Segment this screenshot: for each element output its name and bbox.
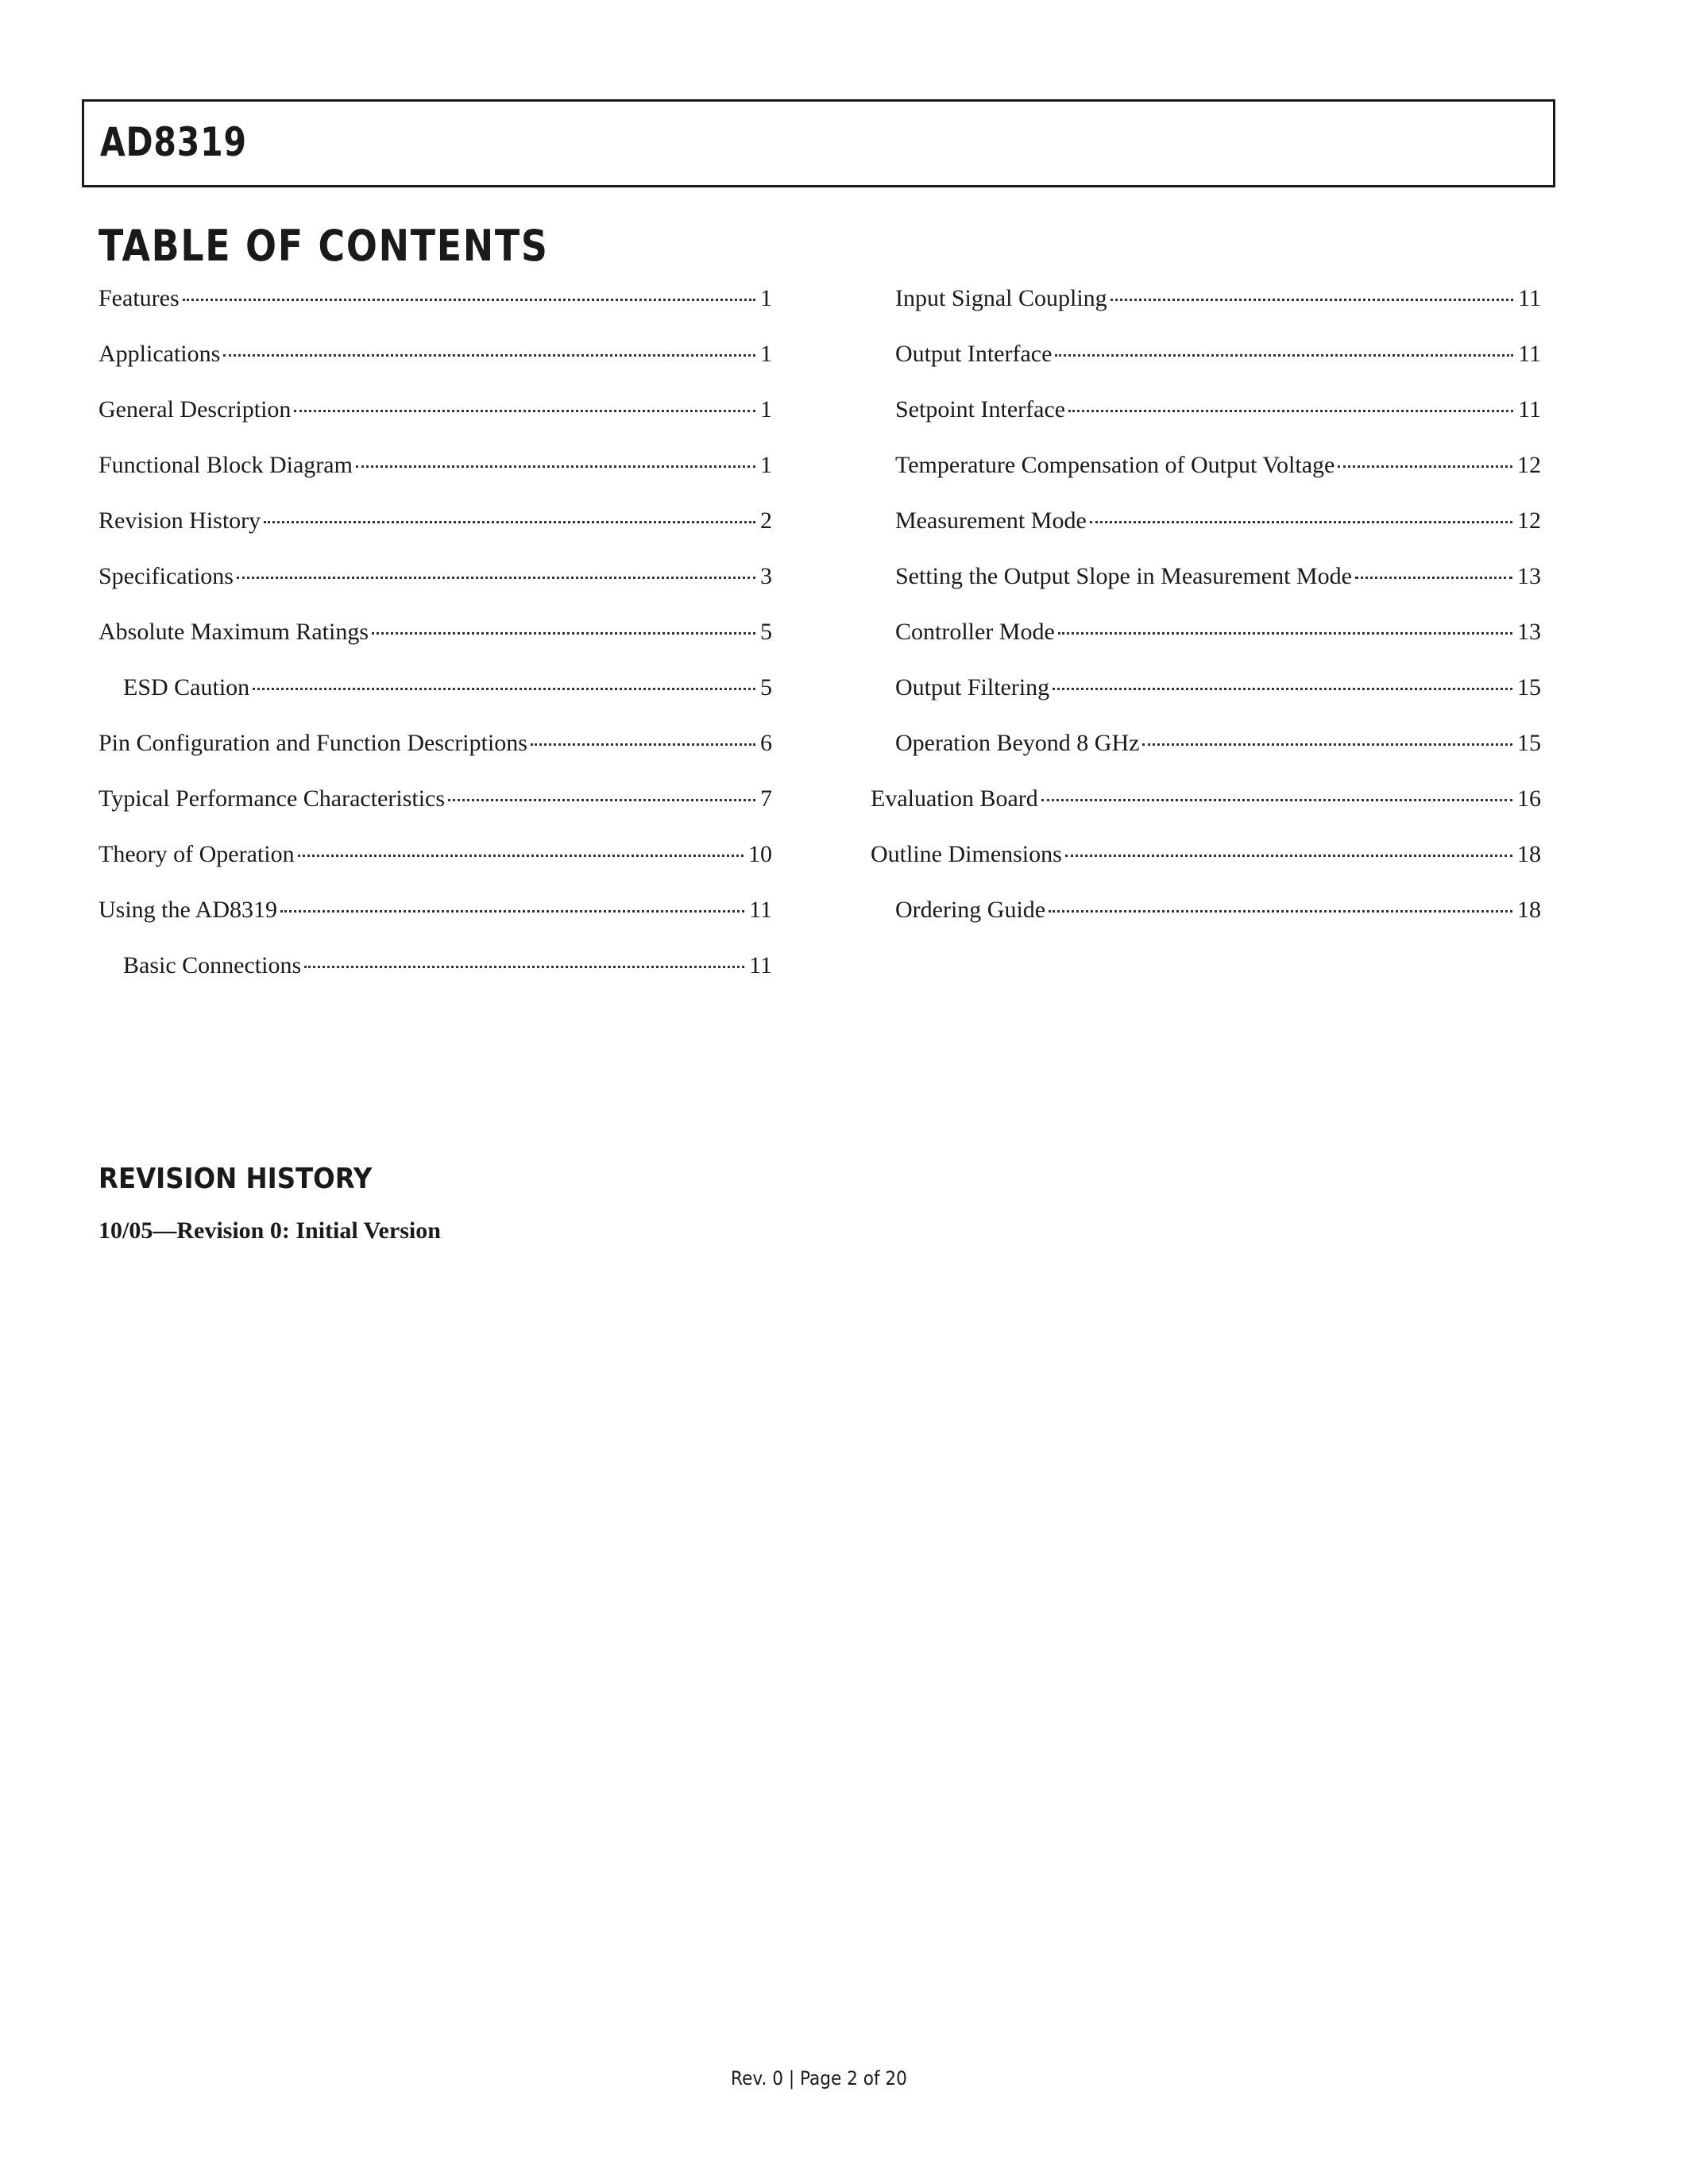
toc-leader-dots	[356, 465, 755, 468]
toc-entry-label: Theory of Operation	[98, 841, 295, 867]
toc-entry[interactable]	[98, 505, 772, 561]
toc-leader-dots	[1041, 799, 1512, 801]
toc-leader-dots	[1090, 521, 1512, 523]
toc-entry-label: General Description	[98, 396, 292, 423]
toc-entry[interactable]	[98, 338, 772, 394]
part-number: AD8319	[100, 119, 247, 165]
toc-entry-page: 18	[1517, 841, 1541, 867]
toc-leader-dots	[1053, 688, 1512, 690]
toc-entry-label: Basic Connections	[123, 952, 302, 978]
toc-entry[interactable]	[98, 950, 772, 1005]
toc-left-column	[98, 283, 772, 1005]
toc-entry-label: Output Interface	[895, 341, 1053, 367]
toc-entry-page: 13	[1517, 619, 1541, 645]
header-box	[82, 99, 1555, 187]
toc-entry-page: 11	[1518, 285, 1541, 311]
toc-entry-page: 3	[760, 563, 772, 589]
toc-entry[interactable]	[871, 783, 1541, 839]
toc-entry-label: Outline Dimensions	[871, 841, 1062, 867]
toc-entry-label: Specifications	[98, 563, 234, 589]
toc-entry-label: Applications	[98, 341, 221, 367]
toc-leader-dots	[294, 410, 755, 412]
toc-entry[interactable]	[871, 394, 1541, 450]
toc-leader-dots	[183, 299, 755, 301]
toc-entry-label: Input Signal Coupling	[895, 285, 1107, 311]
toc-leader-dots	[531, 743, 755, 746]
toc-entry-label: Ordering Guide	[895, 897, 1046, 923]
toc-entry-label: Typical Performance Characteristics	[98, 785, 446, 812]
toc-leader-dots	[372, 632, 755, 635]
toc-entry[interactable]	[98, 394, 772, 450]
toc-entry[interactable]	[98, 561, 772, 616]
toc-entry-page: 13	[1517, 563, 1541, 589]
toc-entry[interactable]	[871, 283, 1541, 338]
toc-entry[interactable]	[871, 894, 1541, 950]
toc-title: TABLE OF CONTENTS	[98, 221, 549, 271]
toc-entry-label: Pin Configuration and Function Descriptions	[98, 730, 527, 756]
toc-leader-dots	[1049, 910, 1512, 913]
toc-entry-label: Using the AD8319	[98, 897, 277, 923]
toc-entry-label: Evaluation Board	[871, 785, 1038, 812]
toc-entry-label: Absolute Maximum Ratings	[98, 619, 369, 645]
toc-entry[interactable]	[98, 727, 772, 783]
toc-entry[interactable]	[98, 616, 772, 672]
toc-entry-label: Temperature Compensation of Output Voltage	[895, 452, 1335, 478]
toc-leader-dots	[304, 966, 744, 968]
toc-entry-page: 12	[1517, 452, 1541, 478]
toc-leader-dots	[253, 688, 755, 690]
toc-entry-page: 15	[1517, 730, 1541, 756]
toc-leader-dots	[264, 521, 755, 523]
toc-entry-page: 1	[760, 285, 772, 311]
toc-entry[interactable]	[871, 839, 1541, 894]
toc-entry-page: 5	[760, 619, 772, 645]
toc-entry-page: 16	[1517, 785, 1541, 812]
toc-leader-dots	[1065, 855, 1512, 857]
toc-entry-page: 11	[1518, 396, 1541, 423]
toc-entry-page: 1	[760, 341, 772, 367]
toc-leader-dots	[448, 799, 755, 801]
toc-leader-dots	[1111, 299, 1513, 301]
toc-entry-label: ESD Caution	[123, 674, 250, 700]
toc-entry-page: 5	[760, 674, 772, 700]
toc-entry-page: 12	[1517, 507, 1541, 534]
toc-entry-label: Features	[98, 285, 180, 311]
toc-entry[interactable]	[98, 283, 772, 338]
toc-leader-dots	[1338, 465, 1512, 468]
revision-entry: 10/05—Revision 0: Initial Version	[98, 1217, 441, 1244]
toc-entry-page: 2	[760, 507, 772, 534]
toc-entry[interactable]	[871, 505, 1541, 561]
toc-entry[interactable]	[98, 783, 772, 839]
toc-leader-dots	[1355, 577, 1512, 579]
toc-entry[interactable]	[871, 727, 1541, 783]
toc-entry-page: 6	[760, 730, 772, 756]
toc-entry[interactable]	[98, 450, 772, 505]
toc-entry-page: 1	[760, 452, 772, 478]
toc-entry-label: Setpoint Interface	[895, 396, 1066, 423]
toc-entry-label: Functional Block Diagram	[98, 452, 353, 478]
toc-entry-page: 11	[749, 952, 772, 978]
toc-entry[interactable]	[98, 839, 772, 894]
toc-entry[interactable]	[871, 561, 1541, 616]
toc-entry-label: Operation Beyond 8 GHz	[895, 730, 1140, 756]
revision-history-heading: REVISION HISTORY	[98, 1163, 373, 1195]
toc-entry-page: 10	[748, 841, 772, 867]
page-footer: Rev. 0 | Page 2 of 20	[731, 2067, 907, 2089]
toc-leader-dots	[280, 910, 744, 913]
toc-leader-dots	[1142, 743, 1512, 746]
toc-leader-dots	[1068, 410, 1513, 412]
toc-entry[interactable]	[871, 338, 1541, 394]
toc-entry-page: 11	[1518, 341, 1541, 367]
toc-entry-label: Measurement Mode	[895, 507, 1087, 534]
toc-entry-label: Output Filtering	[895, 674, 1050, 700]
toc-entry[interactable]	[98, 894, 772, 950]
toc-leader-dots	[298, 855, 744, 857]
toc-right-column	[871, 283, 1541, 950]
toc-leader-dots	[223, 354, 755, 357]
toc-entry-page: 1	[760, 396, 772, 423]
toc-leader-dots	[237, 577, 755, 579]
toc-entry-page: 7	[760, 785, 772, 812]
toc-entry-page: 18	[1517, 897, 1541, 923]
toc-entry[interactable]	[871, 450, 1541, 505]
toc-entry-label: Setting the Output Slope in Measurement Mode	[895, 563, 1352, 589]
toc-entry-label: Revision History	[98, 507, 261, 534]
toc-entry[interactable]	[871, 672, 1541, 727]
toc-entry-label: Controller Mode	[895, 619, 1055, 645]
toc-entry[interactable]	[98, 672, 772, 727]
toc-leader-dots	[1055, 354, 1513, 357]
toc-entry[interactable]	[871, 616, 1541, 672]
toc-entry-page: 11	[749, 897, 772, 923]
toc-entry-page: 15	[1517, 674, 1541, 700]
toc-leader-dots	[1058, 632, 1512, 635]
